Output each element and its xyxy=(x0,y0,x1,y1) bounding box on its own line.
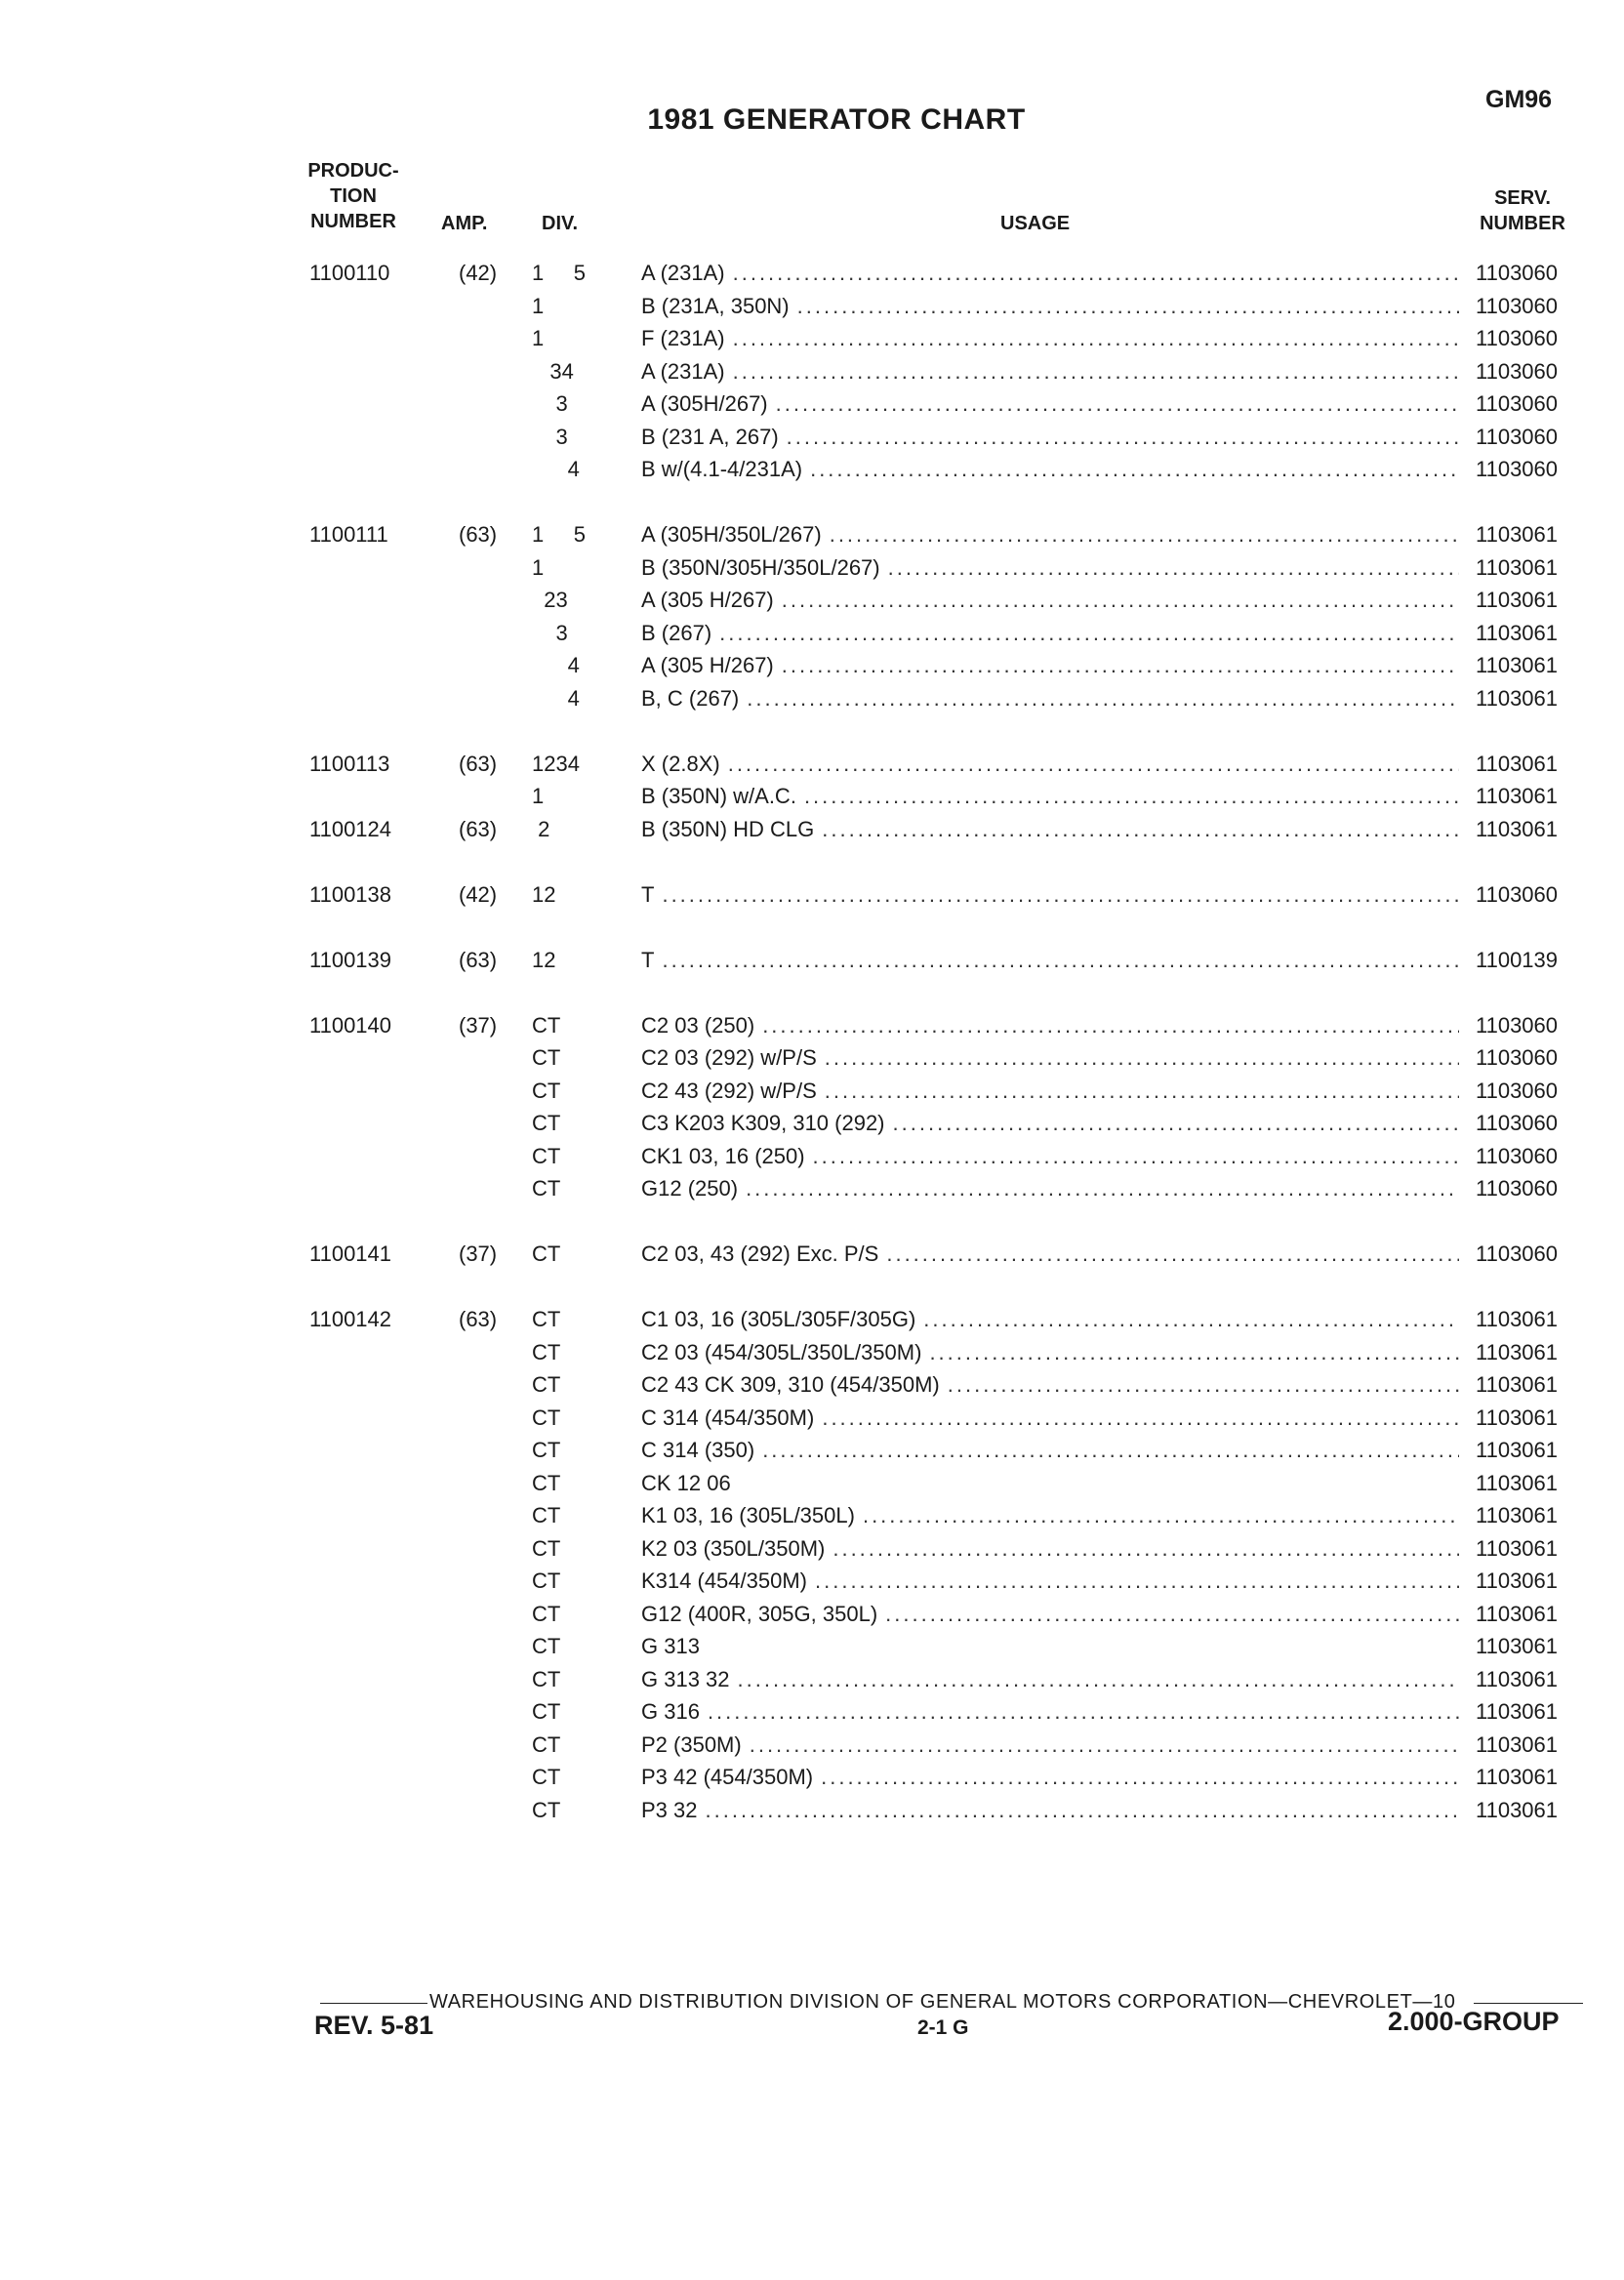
usage-text: T xyxy=(641,947,655,972)
usage-cell xyxy=(641,584,1459,617)
table-row xyxy=(0,1009,1624,1042)
header-div: DIV. xyxy=(542,213,579,234)
table-row xyxy=(0,1794,1624,1827)
usage-text: B (350N/305H/350L/267) xyxy=(641,554,880,580)
usage-cell xyxy=(641,551,1459,585)
service-number: 1103060 xyxy=(1476,457,1559,481)
usage-cell xyxy=(641,1075,1459,1108)
document-code: GM96 xyxy=(1485,86,1553,113)
service-number: 1103061 xyxy=(1476,1405,1559,1430)
service-number: 1103061 xyxy=(1476,522,1559,547)
dot-leader xyxy=(733,322,1459,355)
service-number: 1103061 xyxy=(1476,751,1559,776)
table-row xyxy=(0,1303,1624,1336)
usage-cell xyxy=(641,1532,1459,1566)
header-amp: AMP. xyxy=(441,213,488,234)
division-value: CT xyxy=(532,1666,561,1691)
header-production-number xyxy=(304,158,402,234)
usage-cell xyxy=(641,1695,1459,1729)
service-number: 1103060 xyxy=(1476,1143,1559,1168)
division-value: CT xyxy=(532,1797,561,1822)
table-row xyxy=(0,518,1624,551)
usage-cell xyxy=(641,1140,1459,1173)
usage-text: B (350N) HD CLG xyxy=(641,816,815,841)
usage-cell xyxy=(641,421,1459,454)
dot-leader xyxy=(662,878,1459,912)
production-number: 1100110 xyxy=(309,261,390,285)
service-number: 1103060 xyxy=(1476,391,1559,416)
table-row xyxy=(0,944,1624,977)
amp-value: (37) xyxy=(459,1012,498,1038)
division-value: CT xyxy=(532,1045,561,1070)
division-value: 3 xyxy=(532,391,568,416)
usage-text: C2 03 (292) w/P/S xyxy=(641,1045,817,1070)
amp-value: (63) xyxy=(459,816,498,841)
header-serv-number xyxy=(1469,185,1576,236)
production-number: 1100113 xyxy=(309,751,390,776)
usage-cell xyxy=(641,1761,1459,1794)
dot-leader xyxy=(832,1532,1459,1566)
usage-text: B, C (267) xyxy=(641,685,740,711)
usage-text: A (231A) xyxy=(641,358,725,384)
dot-leader xyxy=(733,257,1459,290)
division-value: CT xyxy=(532,1111,561,1135)
usage-cell xyxy=(641,1368,1459,1402)
table-row xyxy=(0,813,1624,846)
usage-cell xyxy=(641,748,1459,781)
table-row xyxy=(0,1041,1624,1075)
dot-leader xyxy=(804,780,1459,813)
table-row xyxy=(0,257,1624,290)
dot-leader xyxy=(885,1598,1459,1631)
usage-text: G 313 xyxy=(641,1634,700,1658)
table-row xyxy=(0,1729,1624,1762)
group-label: 2.000-GROUP xyxy=(1388,2007,1560,2036)
amp-value: (42) xyxy=(459,881,498,907)
dot-leader xyxy=(662,944,1459,977)
service-number: 1103060 xyxy=(1476,1078,1559,1103)
service-number: 1103061 xyxy=(1476,1568,1559,1593)
usage-cell xyxy=(641,1172,1459,1205)
table-row xyxy=(0,1434,1624,1467)
division-value: 3 xyxy=(532,424,568,449)
table-row xyxy=(0,421,1624,454)
division-value: 34 xyxy=(532,358,574,384)
division-value: CT xyxy=(532,1307,561,1331)
usage-text: P3 32 xyxy=(641,1797,698,1822)
usage-cell xyxy=(641,649,1459,682)
usage-text: P2 (350M) xyxy=(641,1731,742,1757)
table-row xyxy=(0,290,1624,323)
dot-leader xyxy=(888,551,1459,585)
division-value: 3 xyxy=(532,620,568,645)
table-row xyxy=(0,1598,1624,1631)
service-number: 1103061 xyxy=(1476,653,1559,677)
division-value: CT xyxy=(532,1242,561,1266)
table-row xyxy=(0,584,1624,617)
page-number: 2-1 G xyxy=(917,2016,969,2039)
service-number: 1103061 xyxy=(1476,1634,1559,1658)
table-row xyxy=(0,748,1624,781)
division-value: 4 xyxy=(532,457,580,481)
division-value: 1 xyxy=(532,784,545,808)
usage-cell xyxy=(641,682,1459,715)
table-row xyxy=(0,617,1624,650)
dot-leader xyxy=(782,649,1459,682)
dot-leader xyxy=(776,387,1459,421)
usage-text: G12 (400R, 305G, 350L) xyxy=(641,1601,878,1626)
division-value: 12 xyxy=(532,881,556,907)
usage-text: A (305H/267) xyxy=(641,391,768,416)
division-value: 1 xyxy=(532,293,545,318)
usage-cell xyxy=(641,1729,1459,1762)
production-number: 1100142 xyxy=(309,1307,392,1331)
service-number: 1103061 xyxy=(1476,1438,1559,1462)
production-number: 1100140 xyxy=(309,1012,392,1038)
service-number: 1103060 xyxy=(1476,424,1559,449)
usage-cell xyxy=(641,1467,1459,1500)
page-title: 1981 GENERATOR CHART xyxy=(647,103,1026,136)
usage-cell xyxy=(641,1565,1459,1598)
dot-leader xyxy=(797,290,1459,323)
usage-text: B w/(4.1-4/231A) xyxy=(641,457,803,481)
service-number: 1100139 xyxy=(1476,947,1559,972)
usage-cell xyxy=(641,944,1459,977)
production-number: 1100138 xyxy=(309,881,392,907)
amp-value: (63) xyxy=(459,1307,498,1331)
usage-cell xyxy=(641,1598,1459,1631)
service-number: 1103060 xyxy=(1476,1111,1559,1135)
production-number: 1100139 xyxy=(309,947,392,972)
service-number: 1103061 xyxy=(1476,1797,1559,1822)
dot-leader xyxy=(929,1336,1459,1369)
table-row xyxy=(0,355,1624,388)
usage-cell xyxy=(641,1041,1459,1075)
dot-leader xyxy=(825,1041,1459,1075)
table-row xyxy=(0,1172,1624,1205)
service-number: 1103060 xyxy=(1476,358,1559,384)
usage-cell xyxy=(641,780,1459,813)
service-number: 1103061 xyxy=(1476,1765,1559,1789)
division-value: 12 xyxy=(532,947,556,972)
usage-cell xyxy=(641,453,1459,486)
usage-cell xyxy=(641,355,1459,388)
table-row xyxy=(0,682,1624,715)
table-row xyxy=(0,1402,1624,1435)
table-row xyxy=(0,1630,1624,1663)
usage-text: K2 03 (350L/350M) xyxy=(641,1535,826,1561)
usage-text: CK 12 06 xyxy=(641,1470,731,1495)
usage-text: C2 03 (454/305L/350L/350M) xyxy=(641,1339,922,1364)
table-row xyxy=(0,1336,1624,1369)
dot-leader xyxy=(830,518,1459,551)
footer-corporation-line: WAREHOUSING AND DISTRIBUTION DIVISION OF GENERAL MOTORS CORPORATION—CHEVROLET—10 xyxy=(429,1991,1456,2013)
dot-leader xyxy=(750,1729,1459,1762)
header-serv-line-2: NUMBER xyxy=(1480,213,1565,234)
usage-text: X (2.8X) xyxy=(641,751,720,776)
table-row xyxy=(0,1695,1624,1729)
table-row xyxy=(0,453,1624,486)
division-value: CT xyxy=(532,1535,561,1561)
dot-leader xyxy=(746,1172,1459,1205)
dot-leader xyxy=(782,584,1459,617)
division-value: 2 xyxy=(532,816,550,841)
usage-text: A (305 H/267) xyxy=(641,588,774,612)
service-number: 1103061 xyxy=(1476,1666,1559,1691)
table-row xyxy=(0,649,1624,682)
amp-value: (63) xyxy=(459,522,498,547)
dot-leader xyxy=(923,1303,1459,1336)
dot-leader xyxy=(886,1238,1459,1271)
service-number: 1103060 xyxy=(1476,261,1559,285)
production-number: 1100141 xyxy=(309,1242,392,1266)
dot-leader xyxy=(825,1075,1459,1108)
dot-leader xyxy=(893,1107,1459,1140)
usage-cell xyxy=(641,1402,1459,1435)
usage-text: F (231A) xyxy=(641,326,725,350)
service-number: 1103061 xyxy=(1476,588,1559,612)
service-number: 1103060 xyxy=(1476,881,1559,907)
service-number: 1103061 xyxy=(1476,1535,1559,1561)
division-value: 1 5 xyxy=(532,522,587,547)
table-row xyxy=(0,1532,1624,1566)
usage-cell xyxy=(641,1630,1459,1663)
division-value: CT xyxy=(532,1634,561,1658)
division-value: CT xyxy=(532,1372,561,1397)
header-usage: USAGE xyxy=(1000,213,1071,234)
usage-text: C2 03, 43 (292) Exc. P/S xyxy=(641,1242,879,1266)
usage-cell xyxy=(641,1336,1459,1369)
usage-text: P3 42 (454/350M) xyxy=(641,1765,814,1789)
usage-text: K1 03, 16 (305L/350L) xyxy=(641,1503,855,1527)
table-row xyxy=(0,1663,1624,1696)
table-row xyxy=(0,1238,1624,1271)
usage-text: G 316 xyxy=(641,1699,700,1724)
division-value: CT xyxy=(532,1012,561,1038)
usage-cell xyxy=(641,290,1459,323)
division-value: CT xyxy=(532,1699,561,1724)
dot-leader xyxy=(706,1794,1460,1827)
usage-cell xyxy=(641,1107,1459,1140)
dot-leader xyxy=(863,1499,1459,1532)
header-production-line-1: PRODUC- xyxy=(307,160,399,182)
usage-text: C2 43 (292) w/P/S xyxy=(641,1078,817,1103)
dot-leader xyxy=(762,1009,1459,1042)
usage-text: A (305H/350L/267) xyxy=(641,522,822,547)
footer-rule-left xyxy=(320,2003,427,2004)
footer-rule-right xyxy=(1474,2003,1583,2004)
service-number: 1103060 xyxy=(1476,1242,1559,1266)
usage-text: G12 (250) xyxy=(641,1176,739,1201)
division-value: CT xyxy=(532,1731,561,1757)
table-row xyxy=(0,780,1624,813)
table-row xyxy=(0,322,1624,355)
table-row xyxy=(0,1140,1624,1173)
service-number: 1103061 xyxy=(1476,1307,1559,1331)
usage-cell xyxy=(641,518,1459,551)
amp-value: (42) xyxy=(459,261,498,285)
header-production-line-3: NUMBER xyxy=(310,211,396,232)
usage-text: B (350N) w/A.C. xyxy=(641,784,796,808)
division-value: CT xyxy=(532,1601,561,1626)
division-value: 1 xyxy=(532,326,545,350)
usage-cell xyxy=(641,813,1459,846)
production-number: 1100111 xyxy=(309,522,388,547)
usage-cell xyxy=(641,1434,1459,1467)
service-number: 1103061 xyxy=(1476,1503,1559,1527)
dot-leader xyxy=(822,813,1459,846)
usage-cell xyxy=(641,257,1459,290)
usage-text: CK1 03, 16 (250) xyxy=(641,1143,805,1168)
service-number: 1103060 xyxy=(1476,1012,1559,1038)
amp-value: (63) xyxy=(459,947,498,972)
dot-leader xyxy=(708,1695,1459,1729)
usage-text: T xyxy=(641,881,655,907)
usage-text: A (231A) xyxy=(641,261,725,285)
table-row xyxy=(0,878,1624,912)
table-row xyxy=(0,1368,1624,1402)
usage-text: A (305 H/267) xyxy=(641,653,774,677)
table-row xyxy=(0,1075,1624,1108)
amp-value: (63) xyxy=(459,751,498,776)
service-number: 1103060 xyxy=(1476,326,1559,350)
division-value: 1 5 xyxy=(532,261,587,285)
usage-cell xyxy=(641,322,1459,355)
service-number: 1103061 xyxy=(1476,1372,1559,1397)
amp-value: (37) xyxy=(459,1242,498,1266)
usage-cell xyxy=(641,1499,1459,1532)
usage-text: C2 43 CK 309, 310 (454/350M) xyxy=(641,1372,940,1397)
dot-leader xyxy=(733,355,1459,388)
service-number: 1103061 xyxy=(1476,554,1559,580)
division-value: CT xyxy=(532,1339,561,1364)
division-value: 4 xyxy=(532,685,580,711)
production-number: 1100124 xyxy=(309,816,392,841)
service-number: 1103061 xyxy=(1476,816,1559,841)
division-value: CT xyxy=(532,1503,561,1527)
service-number: 1103061 xyxy=(1476,1699,1559,1724)
usage-cell xyxy=(641,1009,1459,1042)
service-number: 1103061 xyxy=(1476,1339,1559,1364)
table-row xyxy=(0,1499,1624,1532)
table-row xyxy=(0,551,1624,585)
header-serv-line-1: SERV. xyxy=(1494,187,1551,209)
division-value: CT xyxy=(532,1405,561,1430)
division-value: 1234 xyxy=(532,751,580,776)
usage-text: K314 (454/350M) xyxy=(641,1568,807,1593)
usage-text: C3 K203 K309, 310 (292) xyxy=(641,1111,885,1135)
service-number: 1103060 xyxy=(1476,293,1559,318)
division-value: CT xyxy=(532,1078,561,1103)
division-value: CT xyxy=(532,1470,561,1495)
usage-cell xyxy=(641,387,1459,421)
division-value: CT xyxy=(532,1176,561,1201)
dot-leader xyxy=(815,1565,1459,1598)
dot-leader xyxy=(747,682,1459,715)
header-production-line-2: TION xyxy=(330,185,377,207)
service-number: 1103060 xyxy=(1476,1176,1559,1201)
usage-text: B (267) xyxy=(641,620,712,645)
table-row xyxy=(0,1565,1624,1598)
dot-leader xyxy=(822,1402,1459,1435)
division-value: CT xyxy=(532,1568,561,1593)
service-number: 1103061 xyxy=(1476,1731,1559,1757)
service-number: 1103061 xyxy=(1476,1601,1559,1626)
dot-leader xyxy=(813,1140,1459,1173)
usage-cell xyxy=(641,1663,1459,1696)
usage-text: B (231A, 350N) xyxy=(641,293,790,318)
usage-text: B (231 A, 267) xyxy=(641,424,779,449)
service-number: 1103061 xyxy=(1476,620,1559,645)
usage-cell xyxy=(641,1238,1459,1271)
service-number: 1103061 xyxy=(1476,784,1559,808)
usage-text: C 314 (454/350M) xyxy=(641,1405,815,1430)
usage-cell xyxy=(641,878,1459,912)
dot-leader xyxy=(821,1761,1459,1794)
division-value: CT xyxy=(532,1765,561,1789)
table-row xyxy=(0,1467,1624,1500)
usage-text: C1 03, 16 (305L/305F/305G) xyxy=(641,1307,916,1331)
service-number: 1103060 xyxy=(1476,1045,1559,1070)
division-value: 1 xyxy=(532,554,545,580)
usage-text: C 314 (350) xyxy=(641,1438,755,1462)
dot-leader xyxy=(948,1368,1459,1402)
usage-text: G 313 32 xyxy=(641,1666,730,1691)
dot-leader xyxy=(810,453,1459,486)
service-number: 1103061 xyxy=(1476,685,1559,711)
table-row xyxy=(0,1761,1624,1794)
usage-text: C2 03 (250) xyxy=(641,1012,755,1038)
dot-leader xyxy=(728,748,1459,781)
dot-leader xyxy=(738,1663,1459,1696)
division-value: CT xyxy=(532,1143,561,1168)
division-value: 4 xyxy=(532,653,580,677)
dot-leader xyxy=(787,421,1459,454)
table-row xyxy=(0,387,1624,421)
revision-label: REV. 5-81 xyxy=(314,2011,434,2040)
dot-leader xyxy=(719,617,1459,650)
division-value: CT xyxy=(532,1438,561,1462)
division-value: 23 xyxy=(532,588,568,612)
service-number: 1103061 xyxy=(1476,1470,1559,1495)
usage-cell xyxy=(641,1794,1459,1827)
usage-cell xyxy=(641,617,1459,650)
usage-cell xyxy=(641,1303,1459,1336)
table-row xyxy=(0,1107,1624,1140)
dot-leader xyxy=(762,1434,1459,1467)
generator-table xyxy=(0,257,1624,1826)
